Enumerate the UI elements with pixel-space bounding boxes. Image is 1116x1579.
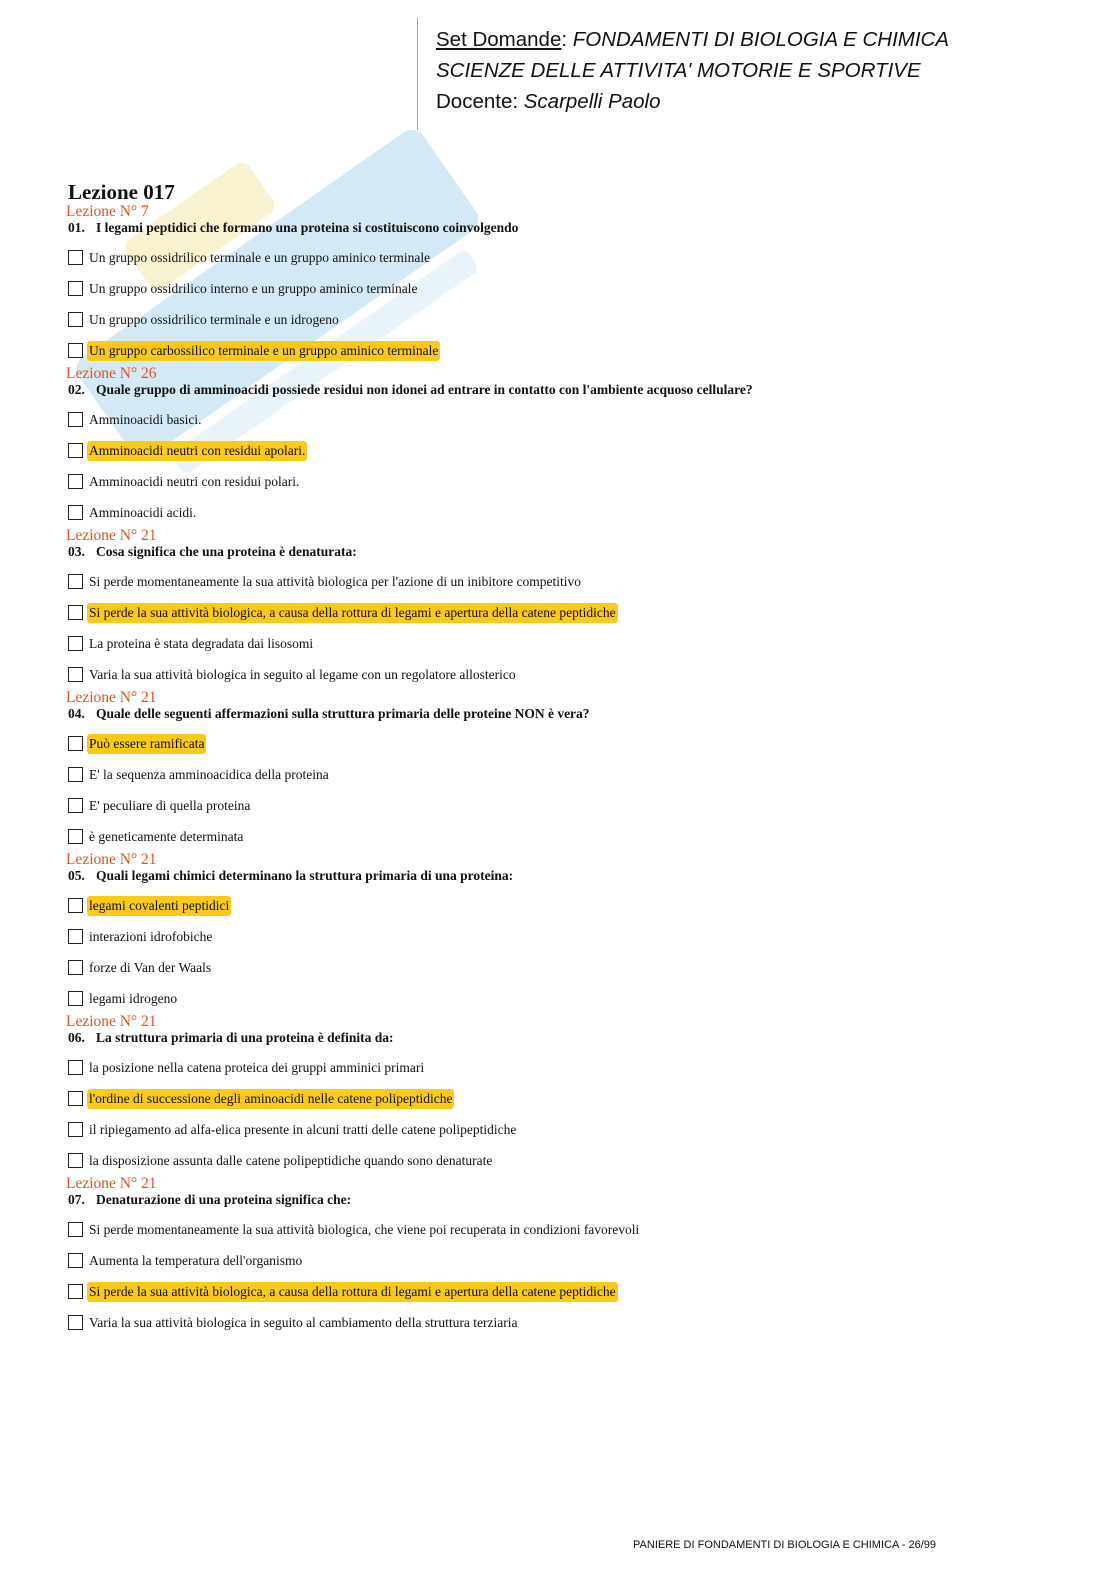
- answer-list: [66, 1052, 1066, 1176]
- checkbox[interactable]: [68, 312, 83, 327]
- checkbox[interactable]: [68, 1060, 83, 1075]
- checkbox[interactable]: [68, 798, 83, 813]
- question-block: [66, 690, 1066, 852]
- answer-text: Un gruppo ossidrilico terminale e un gruppo aminico terminale: [89, 249, 431, 265]
- checkbox[interactable]: [68, 1153, 83, 1168]
- answer-text: Amminoacidi acidi.: [89, 504, 197, 520]
- checkbox[interactable]: [68, 1222, 83, 1237]
- question-text: [66, 544, 1066, 560]
- page-footer: PANIERE DI FONDAMENTI DI BIOLOGIA E CHIMICA - 26/99: [633, 1539, 936, 1551]
- checkbox[interactable]: [68, 1122, 83, 1137]
- answer-text: interazioni idrofobiche: [89, 928, 213, 944]
- question-number: 06.: [68, 1030, 85, 1045]
- answer-text: E' peculiare di quella proteina: [89, 797, 251, 813]
- answer-text-correct: l'ordine di successione degli aminoacidi nelle catene polipeptidiche: [87, 1089, 454, 1109]
- checkbox[interactable]: [68, 474, 83, 489]
- question-label: Denaturazione di una proteina significa che:: [96, 1192, 352, 1207]
- answer-option[interactable]: [66, 435, 1066, 466]
- header-line-course: [436, 24, 1056, 55]
- answer-option[interactable]: [66, 659, 1066, 690]
- lesson-reference: Lezione N° 21: [66, 1175, 157, 1192]
- question-text: [66, 868, 1066, 884]
- answer-text-correct: Un gruppo carbossilico terminale e un gruppo aminico terminale: [87, 341, 440, 361]
- answer-option[interactable]: [66, 983, 1066, 1014]
- checkbox[interactable]: [68, 898, 83, 913]
- answer-option[interactable]: [66, 1276, 1066, 1307]
- answer-list: [66, 566, 1066, 690]
- teacher-name: Scarpelli Paolo: [523, 90, 661, 113]
- question-text: [66, 1030, 1066, 1046]
- question-text: [66, 220, 1066, 236]
- checkbox[interactable]: [68, 1284, 83, 1299]
- lesson-title: Lezione 017: [68, 180, 175, 204]
- question-number: 07.: [68, 1192, 85, 1207]
- answer-text: Aumenta la temperatura dell'organismo: [89, 1252, 303, 1268]
- checkbox[interactable]: [68, 1091, 83, 1106]
- answer-option[interactable]: [66, 242, 1066, 273]
- answer-option[interactable]: [66, 1145, 1066, 1176]
- answer-option[interactable]: [66, 1214, 1066, 1245]
- question-block: [66, 366, 1066, 528]
- question-label: I legami peptidici che formano una proteina si costituiscono coinvolgendo: [96, 220, 519, 235]
- answer-text: Amminoacidi neutri con residui polari.: [89, 473, 300, 489]
- checkbox[interactable]: [68, 767, 83, 782]
- answer-option[interactable]: [66, 952, 1066, 983]
- answer-text: Un gruppo ossidrilico terminale e un idrogeno: [89, 311, 339, 327]
- answer-text-correct: Può essere ramificata: [87, 734, 206, 754]
- answer-option[interactable]: [66, 1052, 1066, 1083]
- checkbox[interactable]: [68, 829, 83, 844]
- checkbox[interactable]: [68, 443, 83, 458]
- question-label: Cosa significa che una proteina è denaturata:: [96, 544, 357, 559]
- lesson-reference: Lezione N° 21: [66, 527, 157, 544]
- checkbox[interactable]: [68, 1253, 83, 1268]
- lesson-reference: Lezione N° 21: [66, 851, 157, 868]
- answer-text: forze di Van der Waals: [89, 959, 212, 975]
- answer-option[interactable]: [66, 466, 1066, 497]
- answer-option[interactable]: [66, 566, 1066, 597]
- answer-text-correct: Si perde la sua attività biologica, a causa della rottura di legami e apertura della catene peptidiche: [87, 603, 618, 623]
- checkbox[interactable]: [68, 667, 83, 682]
- question-text: [66, 1192, 1066, 1208]
- answer-option[interactable]: [66, 497, 1066, 528]
- answer-text: la disposizione assunta dalle catene polipeptidiche quando sono denaturate: [89, 1152, 493, 1168]
- checkbox[interactable]: [68, 412, 83, 427]
- answer-option[interactable]: [66, 404, 1066, 435]
- answer-option[interactable]: [66, 790, 1066, 821]
- question-block: [66, 852, 1066, 1014]
- question-label: La struttura primaria di una proteina è definita da:: [96, 1030, 394, 1045]
- answer-text-correct: legami covalenti peptidici: [87, 896, 231, 916]
- answer-option[interactable]: [66, 1307, 1066, 1338]
- answer-text: Si perde momentaneamente la sua attività biologica per l'azione di un inibitore competitivo: [89, 573, 582, 589]
- question-label: Quale gruppo di amminoacidi possiede residui non idonei ad entrare in contatto con l'ambiente acquoso cellulare?: [96, 382, 753, 397]
- checkbox[interactable]: [68, 250, 83, 265]
- checkbox[interactable]: [68, 960, 83, 975]
- lesson-reference: Lezione N° 21: [66, 689, 157, 706]
- answer-text: Amminoacidi basici.: [89, 411, 202, 427]
- answer-option[interactable]: [66, 1083, 1066, 1114]
- checkbox[interactable]: [68, 736, 83, 751]
- answer-option[interactable]: [66, 921, 1066, 952]
- answer-option[interactable]: [66, 628, 1066, 659]
- checkbox[interactable]: [68, 1315, 83, 1330]
- answer-option[interactable]: [66, 304, 1066, 335]
- answer-option[interactable]: [66, 890, 1066, 921]
- question-number: 04.: [68, 706, 85, 721]
- checkbox[interactable]: [68, 505, 83, 520]
- question-label: Quali legami chimici determinano la struttura primaria di una proteina:: [96, 868, 514, 883]
- answer-option[interactable]: [66, 597, 1066, 628]
- answer-option[interactable]: [66, 273, 1066, 304]
- answer-text: è geneticamente determinata: [89, 828, 244, 844]
- header-line-teacher: [436, 86, 1056, 117]
- question-number: 02.: [68, 382, 85, 397]
- answer-option[interactable]: [66, 335, 1066, 366]
- answer-list: [66, 728, 1066, 852]
- lesson-reference: Lezione N° 7: [66, 203, 149, 220]
- answer-text-correct: Amminoacidi neutri con residui apolari.: [87, 441, 307, 461]
- question-text: [66, 706, 1066, 722]
- question-number: 05.: [68, 868, 85, 883]
- answer-option[interactable]: [66, 1114, 1066, 1145]
- question-block: [66, 204, 1066, 366]
- header-divider: [417, 18, 418, 130]
- answer-text: la posizione nella catena proteica dei gruppi amminici primari: [89, 1059, 425, 1075]
- checkbox[interactable]: [68, 991, 83, 1006]
- answer-text: il ripiegamento ad alfa-elica presente in alcuni tratti delle catene polipeptidiche: [89, 1121, 517, 1137]
- question-list: [66, 204, 1066, 1338]
- question-block: [66, 528, 1066, 690]
- answer-option[interactable]: [66, 821, 1066, 852]
- answer-text: Varia la sua attività biologica in seguito al legame con un regolatore allosterico: [89, 666, 516, 682]
- answer-option[interactable]: [66, 759, 1066, 790]
- answer-text: La proteina è stata degradata dai lisosomi: [89, 635, 314, 651]
- question-number: 01.: [68, 220, 85, 235]
- answer-text-correct: Si perde la sua attività biologica, a causa della rottura di legami e apertura della catene peptidiche: [87, 1282, 618, 1302]
- set-separator: :: [561, 28, 573, 51]
- question-number: 03.: [68, 544, 85, 559]
- question-label: Quale delle seguenti affermazioni sulla struttura primaria delle proteine NON è vera?: [96, 706, 590, 721]
- answer-option[interactable]: [66, 1245, 1066, 1276]
- checkbox[interactable]: [68, 605, 83, 620]
- answer-list: [66, 242, 1066, 366]
- answer-text: E' la sequenza amminoacidica della proteina: [89, 766, 329, 782]
- set-label: Set Domande: [436, 28, 562, 51]
- answer-list: [66, 404, 1066, 528]
- answer-text: Varia la sua attività biologica in seguito al cambiamento della struttura terziaria: [89, 1314, 518, 1330]
- question-block: [66, 1014, 1066, 1176]
- checkbox[interactable]: [68, 574, 83, 589]
- checkbox[interactable]: [68, 929, 83, 944]
- answer-text: Si perde momentaneamente la sua attività biologica, che viene poi recuperata in condizioni favorevoli: [89, 1221, 640, 1237]
- lesson-reference: Lezione N° 26: [66, 365, 157, 382]
- answer-option[interactable]: [66, 728, 1066, 759]
- teacher-label: Docente:: [436, 90, 524, 113]
- course-name: FONDAMENTI DI BIOLOGIA E CHIMICA: [572, 28, 950, 51]
- answer-list: [66, 1214, 1066, 1338]
- lesson-reference: Lezione N° 21: [66, 1013, 157, 1030]
- answer-list: [66, 890, 1066, 1014]
- answer-text: legami idrogeno: [89, 990, 178, 1006]
- answer-text: Un gruppo ossidrilico interno e un gruppo aminico terminale: [89, 280, 418, 296]
- checkbox[interactable]: [68, 636, 83, 651]
- faculty-name: SCIENZE DELLE ATTIVITA' MOTORIE E SPORTIVE: [436, 59, 921, 82]
- question-block: [66, 1176, 1066, 1338]
- checkbox[interactable]: [68, 281, 83, 296]
- question-text: [66, 382, 1066, 398]
- checkbox[interactable]: [68, 343, 83, 358]
